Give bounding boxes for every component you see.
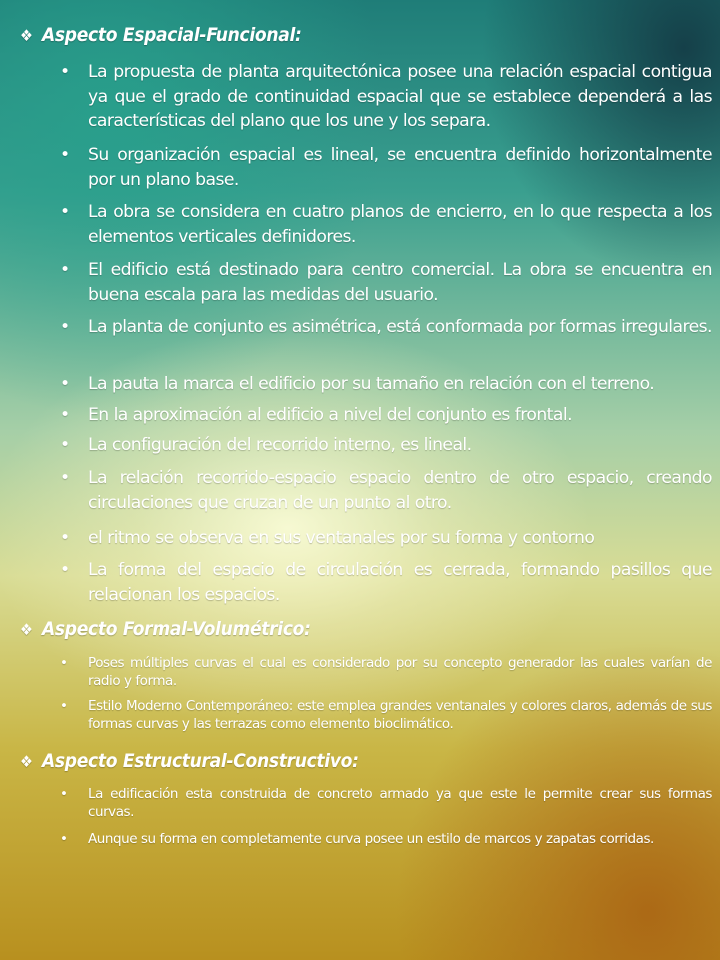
bullet-icon: • <box>60 260 70 280</box>
list-item <box>60 466 712 515</box>
list-item <box>60 258 712 307</box>
item-text: El edificio está destinado para centro comercial. La obra se encuentra en buena escala para las medidas del usuario. <box>88 260 712 305</box>
list-item <box>60 785 712 821</box>
list-item <box>60 697 712 733</box>
item-text: La obra se considera en cuatro planos de encierro, en lo que respecta a los elementos verticales definidores. <box>88 202 712 247</box>
bullet-icon: • <box>60 145 70 165</box>
item-text: Su organización espacial es lineal, se encuentra definido horizontalmente por un plano base. <box>88 145 712 190</box>
list-item <box>60 143 712 192</box>
bullet-icon: • <box>60 405 70 425</box>
diamond-bullet-icon: ❖ <box>20 752 33 771</box>
bullet-icon: • <box>60 62 70 82</box>
bullet-icon: • <box>60 698 68 714</box>
bullet-icon: • <box>60 202 70 222</box>
item-text: La propuesta de planta arquitectónica posee una relación espacial contigua ya que el grado de continuidad espacial que se establece dependerá a las características del plano que los une y los separa. <box>88 62 712 131</box>
heading-formal-volumetrico <box>20 618 311 640</box>
heading-estructural-constructivo <box>20 750 359 772</box>
bullet-icon: • <box>60 374 70 394</box>
list-item <box>60 526 712 551</box>
list-item <box>60 654 712 690</box>
bullet-icon: • <box>60 560 70 580</box>
list-item <box>60 403 712 428</box>
bullet-icon: • <box>60 528 70 548</box>
heading-espacial-funcional <box>20 24 302 46</box>
list-item <box>60 558 712 607</box>
bullet-icon: • <box>60 435 70 455</box>
list-item <box>60 433 712 458</box>
list-item <box>60 200 712 249</box>
item-text: La pauta la marca el edificio por su tamaño en relación con el terreno. <box>88 374 655 394</box>
heading-text: Aspecto Espacial-Funcional: <box>42 24 302 46</box>
heading-text: Aspecto Estructural-Constructivo: <box>42 750 359 772</box>
item-text: Poses múltiples curvas el cual es considerado por su concepto generador las cuales varían de radio y forma. <box>88 655 712 689</box>
diamond-bullet-icon: ❖ <box>20 26 33 45</box>
bullet-icon: • <box>60 655 68 671</box>
item-text: En la aproximación al edificio a nivel del conjunto es frontal. <box>88 405 572 425</box>
item-text: Estilo Moderno Contemporáneo: este emplea grandes ventanales y colores claros, además de sus formas curvas y las terrazas como elemento bioclimático. <box>88 698 712 732</box>
list-item <box>60 372 712 397</box>
item-text: La relación recorrido-espacio espacio dentro de otro espacio, creando circulaciones que cruzan de un punto al otro. <box>88 468 712 513</box>
item-text: La configuración del recorrido interno, es lineal. <box>88 435 472 455</box>
item-text: Aunque su forma en completamente curva posee un estilo de marcos y zapatas corridas. <box>88 831 654 847</box>
item-text: La forma del espacio de circulación es cerrada, formando pasillos que relacionan los espacios. <box>88 560 712 605</box>
item-text: La planta de conjunto es asimétrica, está conformada por formas irregulares. <box>88 317 712 337</box>
list-item <box>60 830 712 848</box>
list-item <box>60 315 712 340</box>
list-item <box>60 60 712 134</box>
heading-text: Aspecto Formal-Volumétrico: <box>42 618 311 640</box>
diamond-bullet-icon: ❖ <box>20 620 33 639</box>
bullet-icon: • <box>60 317 70 337</box>
bullet-icon: • <box>60 831 68 847</box>
bullet-icon: • <box>60 786 68 802</box>
item-text: el ritmo se observa en sus ventanales por su forma y contorno <box>88 528 595 548</box>
bullet-icon: • <box>60 468 70 488</box>
item-text: La edificación esta construida de concreto armado ya que este le permite crear sus formas curvas. <box>88 786 712 820</box>
